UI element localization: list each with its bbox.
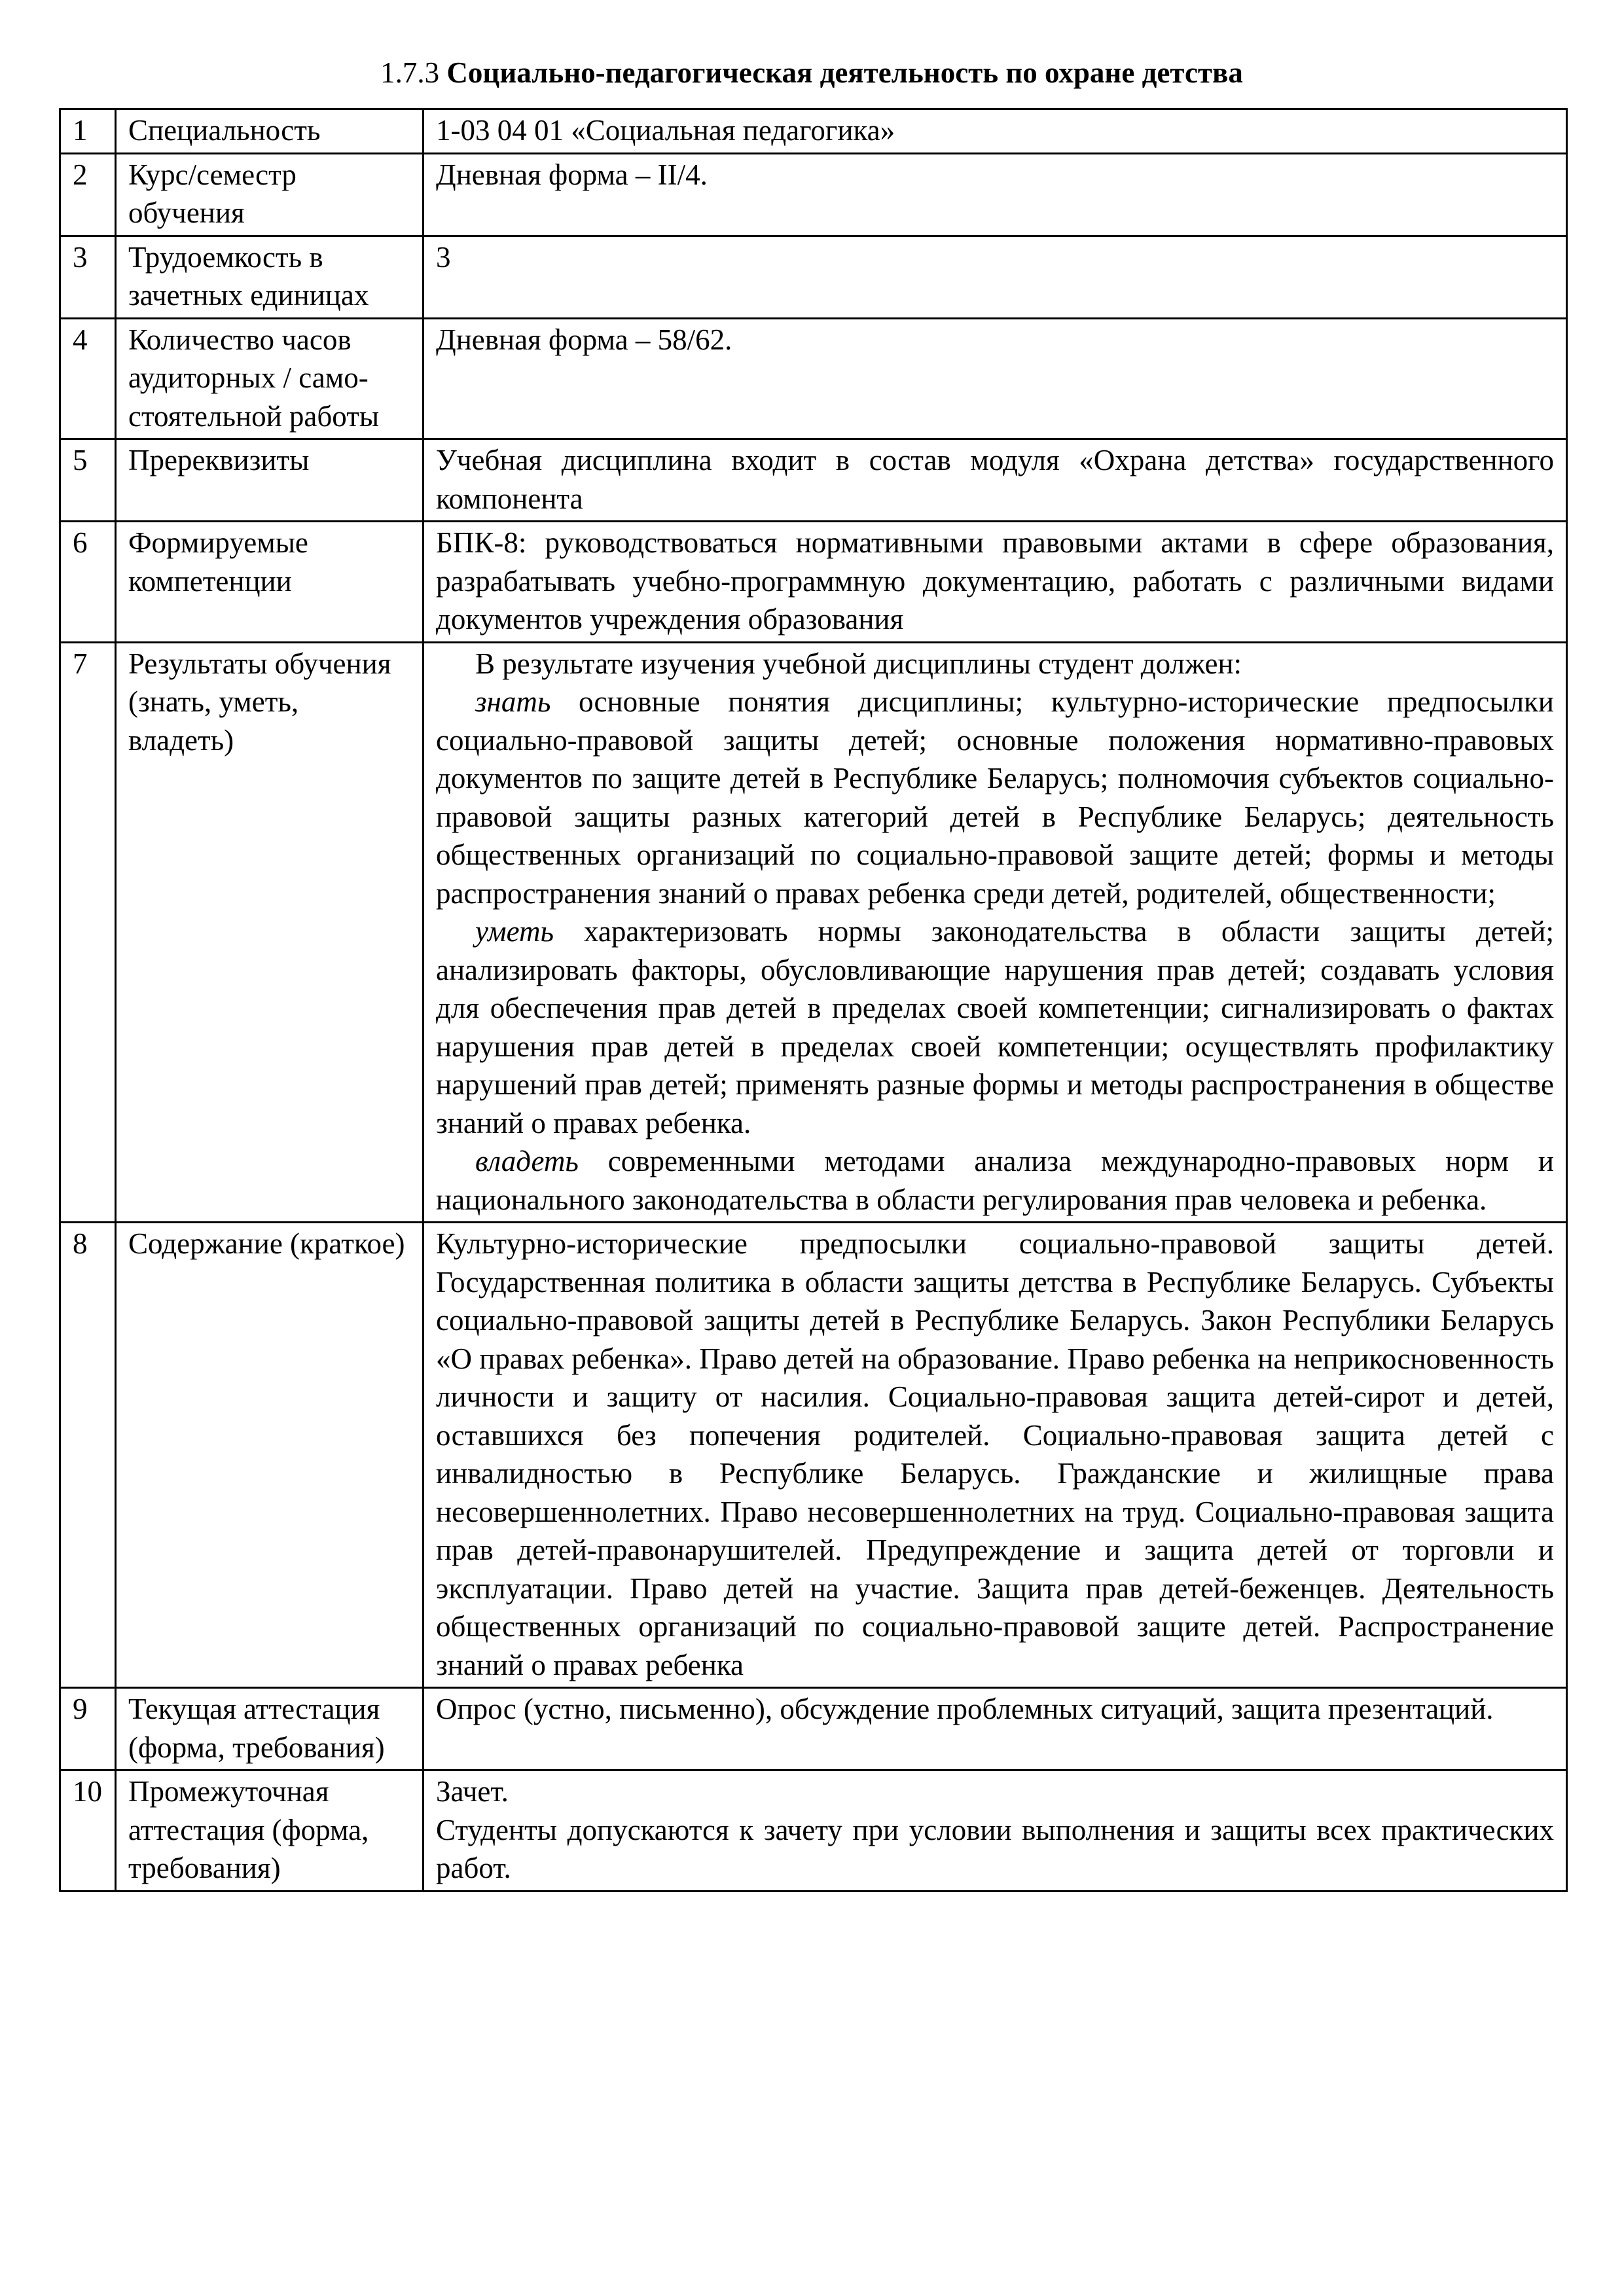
- row-value: 3: [424, 236, 1567, 318]
- row-number: 8: [60, 1223, 116, 1688]
- section-title: Социально-педагогическая деятельность по охране детства: [446, 56, 1243, 89]
- table-row: [60, 522, 1567, 643]
- row-value: Культурно-исторические предпосылки социально-правовой защиты детей. Государственная политика в области защиты детства в Республике Беларусь. Субъекты социально-правовой защиты детей в Республике Беларусь. Закон Республики Беларусь «О правах ребенка». Право детей на образование. Право ребенка на неприкосновенность личности и защиту от насилия. Социально-правовая защита детей-сирот и детей, оставшихся без попечения родителей. Социально-правовая защита детей с инвалидностью в Республике Беларусь. Гражданские и жилищные права несовершеннолетних. Право несовершеннолетних на труд. Социально-правовая защита прав детей-правонарушителей. Предупреждение и защита детей от торговли и эксплуатации. Право детей на участие. Защита прав детей-беженцев. Деятельность общественных организаций по социально-правовой защите детей. Распространение знаний о правах ребенка: [424, 1223, 1567, 1688]
- table-row: [60, 236, 1567, 318]
- row-label: Содержание (краткое): [116, 1223, 424, 1688]
- row-number: 4: [60, 318, 116, 439]
- row-label: Пререквизиты: [116, 439, 424, 522]
- row-number: 6: [60, 522, 116, 643]
- row-value: Дневная форма – 58/62.: [424, 318, 1567, 439]
- know-text: основные понятия дисциплины; культурно-исторические предпосылки социально-правовой защиты детей; основные положения нормативно-правовых документов по защите детей в Республике Беларусь; полномочия субъектов социально-правовой защиты разных категорий детей в Республике Беларусь; деятельность общественных организаций по социально-правовой защите детей; формы и методы распространения знаний о правах ребенка среди детей, родителей, общественности;: [436, 685, 1554, 910]
- table-row: [60, 109, 1567, 154]
- table-row: [60, 153, 1567, 236]
- row-value: Учебная дисциплина входит в состав модуля «Охрана детства» государственного компонента: [424, 439, 1567, 522]
- row-label: Текущая аттестация (форма, требования): [116, 1688, 424, 1770]
- table-row: [60, 1223, 1567, 1688]
- discipline-table: [59, 108, 1568, 1892]
- row-value: [424, 1770, 1567, 1892]
- row-label: Курс/семестр обучения: [116, 153, 424, 236]
- row-number: 3: [60, 236, 116, 318]
- row-label: Результаты обучения (знать, уметь, владеть): [116, 642, 424, 1223]
- row-label: Специальность: [116, 109, 424, 154]
- row-number: 10: [60, 1770, 116, 1892]
- section-heading: [59, 54, 1564, 92]
- assessment-requirements: Студенты допускаются к зачету при условии выполнения и защиты всех практических работ.: [436, 1813, 1554, 1884]
- row-number: 2: [60, 153, 116, 236]
- section-number: 1.7.3: [380, 56, 440, 89]
- row-number: 5: [60, 439, 116, 522]
- row-number: 1: [60, 109, 116, 154]
- row-label: Формируемые компетенции: [116, 522, 424, 643]
- can-label: уметь: [475, 915, 554, 948]
- learning-outcomes: [424, 642, 1567, 1223]
- row-label: Трудоемкость в зачетных единицах: [116, 236, 424, 318]
- row-number: 9: [60, 1688, 116, 1770]
- outcomes-intro: В результате изучения учебной дисциплины студент должен:: [475, 647, 1242, 680]
- row-value: Дневная форма – II/4.: [424, 153, 1567, 236]
- table-row: [60, 1770, 1567, 1892]
- row-number: 7: [60, 642, 116, 1223]
- row-value: БПК-8: руководствоваться нормативными правовыми актами в сфере образования, разрабатывать учебно-программную документацию, работать с различными видами документов учреждения образования: [424, 522, 1567, 643]
- table-row: [60, 439, 1567, 522]
- own-label: владеть: [475, 1145, 579, 1177]
- table-row: [60, 642, 1567, 1223]
- row-label: Количество часов аудиторных / само-стоятельной работы: [116, 318, 424, 439]
- know-label: знать: [475, 685, 551, 718]
- outcomes-know: [436, 683, 1554, 912]
- table-row: [60, 318, 1567, 439]
- row-label: Промежуточная аттестация (форма, требования): [116, 1770, 424, 1892]
- outcomes-own: [436, 1142, 1554, 1219]
- row-value: 1-03 04 01 «Социальная педагогика»: [424, 109, 1567, 154]
- table-row: [60, 1688, 1567, 1770]
- own-text: современными методами анализа международно-правовых норм и национального законодательства в области регулирования прав человека и ребенка.: [436, 1145, 1554, 1216]
- can-text: характеризовать нормы законодательства в области защиты детей; анализировать факторы, обусловливающие нарушения прав детей; создавать условия для обеспечения прав детей в пределах своей компетенции; сигнализировать о фактах нарушения прав детей в пределах своей компетенции; осуществлять профилактику нарушений прав детей; применять разные формы и методы распространения в обществе знаний о правах ребенка.: [436, 915, 1554, 1139]
- outcomes-can: [436, 912, 1554, 1142]
- assessment-type: Зачет.: [436, 1775, 509, 1808]
- row-value: Опрос (устно, письменно), обсуждение проблемных ситуаций, защита презентаций.: [424, 1688, 1567, 1770]
